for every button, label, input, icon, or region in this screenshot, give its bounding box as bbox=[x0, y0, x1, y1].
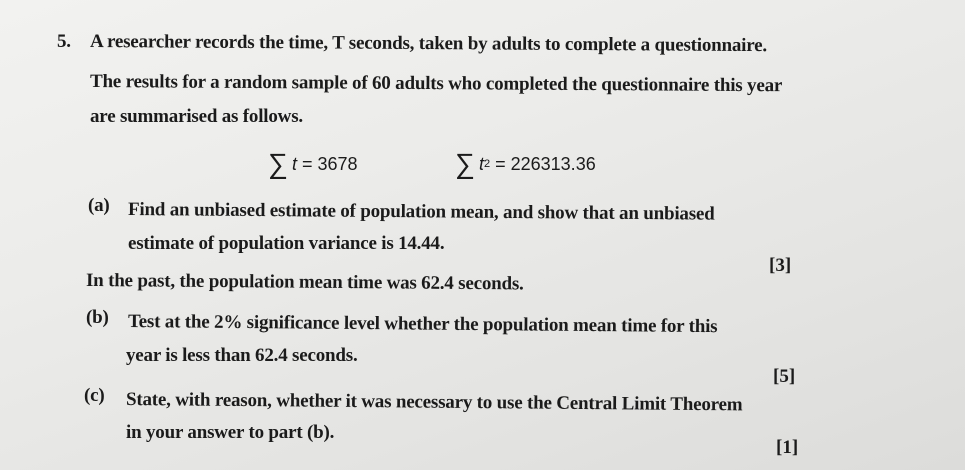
sigma-symbol: ∑ bbox=[455, 148, 475, 179]
context-line: In the past, the population mean time was 62.4 seconds. bbox=[85, 270, 524, 295]
part-b-marks: [5] bbox=[773, 366, 796, 387]
question-number: 5. bbox=[57, 31, 71, 52]
question-text-line-1: A researcher records the time, T seconds, taken by adults to complete a questionnaire. bbox=[89, 31, 768, 57]
part-a-line-1: Find an unbiased estimate of population mean, and show that an unbiased bbox=[127, 199, 715, 225]
part-a-label: (a) bbox=[88, 195, 110, 216]
part-c-line-1: State, with reason, whether it was necessary to use the Central Limit Theorem bbox=[125, 389, 743, 416]
sigma-symbol: ∑ bbox=[268, 148, 288, 179]
part-b-line-1: Test at the 2% significance level whether the population mean time for this bbox=[127, 311, 718, 338]
part-b-line-2: year is less than 62.4 seconds. bbox=[126, 345, 358, 366]
part-c-line-2: in your answer to part (b). bbox=[126, 422, 335, 443]
question-text-line-2: The results for a random sample of 60 adults who completed the questionnaire this year bbox=[89, 71, 783, 97]
sum-t-formula bbox=[268, 150, 358, 178]
part-a-line-2: estimate of population variance is 14.44. bbox=[128, 233, 445, 254]
question-text-line-3: are summarised as follows. bbox=[90, 106, 303, 127]
part-a-marks: [3] bbox=[769, 255, 792, 276]
part-b-label: (b) bbox=[86, 307, 109, 328]
sum-t2-var: t bbox=[478, 153, 484, 174]
part-c-marks: [1] bbox=[776, 437, 799, 458]
sum-t-var: t bbox=[291, 153, 297, 174]
sum-t-value: = 3678 bbox=[301, 153, 358, 174]
sum-t2-formula bbox=[455, 150, 596, 178]
sum-t2-exponent: 2 bbox=[483, 158, 491, 170]
sum-t2-value: = 226313.36 bbox=[495, 153, 596, 174]
part-c-label: (c) bbox=[84, 385, 105, 406]
